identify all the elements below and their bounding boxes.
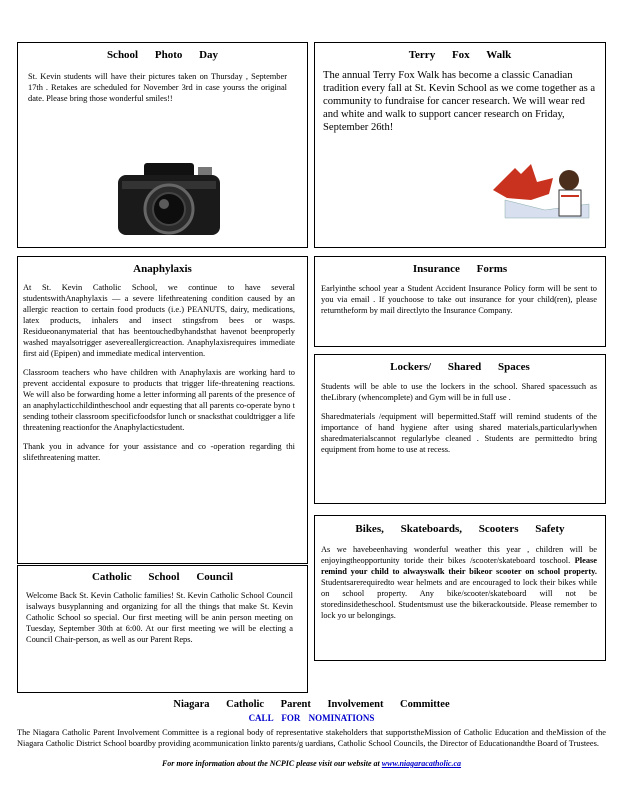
camera-icon (114, 161, 224, 241)
npc-more-info-text: For more information about the NCPIC please visit our website at (161, 759, 382, 768)
npc-subtitle: CALL FOR NOMINATIONS (248, 713, 375, 723)
insurance-section (314, 256, 606, 347)
anaphylaxis-paragraph-2: Classroom teachers who have children with Anaphylaxis are working hard to prevent accidental exposure to products that trigger life-threatening reactions. We will also be forwarding home a letter informing all parents of the presence of an anaphylacticchildintheschool andr equesting that all parents co-operate byno t sending totheir classroom specificfoodsfor lunch or snacksthat couldtrigger a life threatening reactionfor the Anaphylacticstudent. (23, 368, 295, 432)
lockers-section (314, 354, 606, 504)
council-title: Catholic School Council (91, 571, 234, 583)
npc-title: Niagara Catholic Parent Involvement Committee (173, 699, 450, 710)
bikes-text (321, 544, 597, 621)
lockers-title: Lockers/ Shared Spaces (390, 361, 530, 373)
npc-website-link[interactable]: www.niagaracatholic.ca (381, 759, 462, 768)
lockers-paragraph-1: Students will be able to use the lockers in the school. Shared spacessuch as theLibrary (whencomplete) and Gym will be in full use . (321, 382, 597, 402)
anaphylaxis-section (17, 256, 308, 564)
council-section (17, 565, 308, 693)
anaphylaxis-paragraph-3: Thank you in advance for your assistance and co -operation regarding thi slifethreatening matter. (23, 442, 295, 462)
photo-day-title: School Photo Day (106, 49, 219, 61)
photo-day-section (17, 42, 308, 248)
bikes-reminder: Please remind your child to alwayswalk their bikeor scooter on school property. (321, 556, 597, 576)
terry-fox-text: The annual Terry Fox Walk has become a classic Canadian tradition every fall at St. Kevin School as we come together as a community to fundraise for cancer research. We will wear red and white and walk to support cancer research on Friday, September 26th! (323, 70, 596, 133)
terry-fox-section (314, 42, 606, 248)
lockers-text (321, 381, 597, 455)
bikes-section (314, 515, 606, 661)
insurance-title: Insurance Forms (412, 263, 508, 275)
npc-section (17, 699, 606, 799)
insurance-text: Earlyinthe school year a Student Accident Insurance Policy form will be sent to you via email . If youchoose to take out insurance for your child(ren), please returntheform by mail directlyto the Insurance Company. (321, 284, 597, 315)
terry-fox-title: Terry Fox Walk (408, 49, 512, 61)
npc-more-info (17, 759, 606, 768)
photo-day-text: St. Kevin students will have their pictures taken on Thursday , September 17th . Retakes are scheduled for November 3rd in case yourss the original date. Please bring those wonderful smiles!! (28, 72, 287, 103)
bikes-title: Bikes, Skateboards, Scooters Safety (355, 523, 565, 535)
anaphylaxis-title: Anaphylaxis (133, 263, 192, 275)
anaphylaxis-text (23, 282, 295, 463)
bikes-text-start: As we havebeenhaving wonderful weather this year , children will be enjoyingtheopportunity toride their bikes /scooter/skateboard toschool. (321, 545, 597, 565)
lockers-paragraph-2: Sharedmaterials /equipment will bepermitted.Staff will remind students of the importance of hand hygiene after using shared materials,particularlywhen sharedmaterialscannot regularlybe cleaned . Students are permittedto bring equipment from home to use at recess. (321, 412, 597, 454)
council-text: Welcome Back St. Kevin Catholic families! St. Kevin Catholic School Council isalways busyplanning and organizing for all the things that make St. Kevin Catholic School so special. Our first meeting will be anin person meeting on Tuesday, September 30th at 6:00. At our first meeting we will be electing a Council Chair-person, as well as our Parent Reps. (26, 591, 293, 644)
anaphylaxis-paragraph-1: At St. Kevin Catholic School, we continue to have several studentswithAnaphylaxis — a severe lifethreatening condition caused by an allergic reaction to certain food products (i.e.) PEANUTS, dairy, medications, latex products, inhalers and insect stingsfrom bees or wasps. Residueonanymaterial that has beentouchedbyhandsthat havenot beenproperly washed mayalsotrigger asevereallergicreaction. Anaphylaxisrequires immediate first aid (Epipen) and immediate medical intervention. (23, 283, 295, 358)
npc-text: The Niagara Catholic Parent Involvement Committee is a regional body of representative stakeholders that supportstheMission of Catholic Education and theMission of the Niagara Catholic District School boardby providing acommunication linkto parents/g uardians, Catholic School Councils, the Director of Educationandthe Board of Trustees. (17, 728, 606, 748)
terry-fox-map-image (485, 160, 595, 222)
bikes-text-end: Studentsarerequiredto wear helmets and are encouraged to lock their bikes while on school property. Any bike/scooter/skateboard will not be storedinsidetheschool. Studentsmust use the bikerackoutside. Please remember to lock yo ur belongings. (321, 578, 597, 620)
